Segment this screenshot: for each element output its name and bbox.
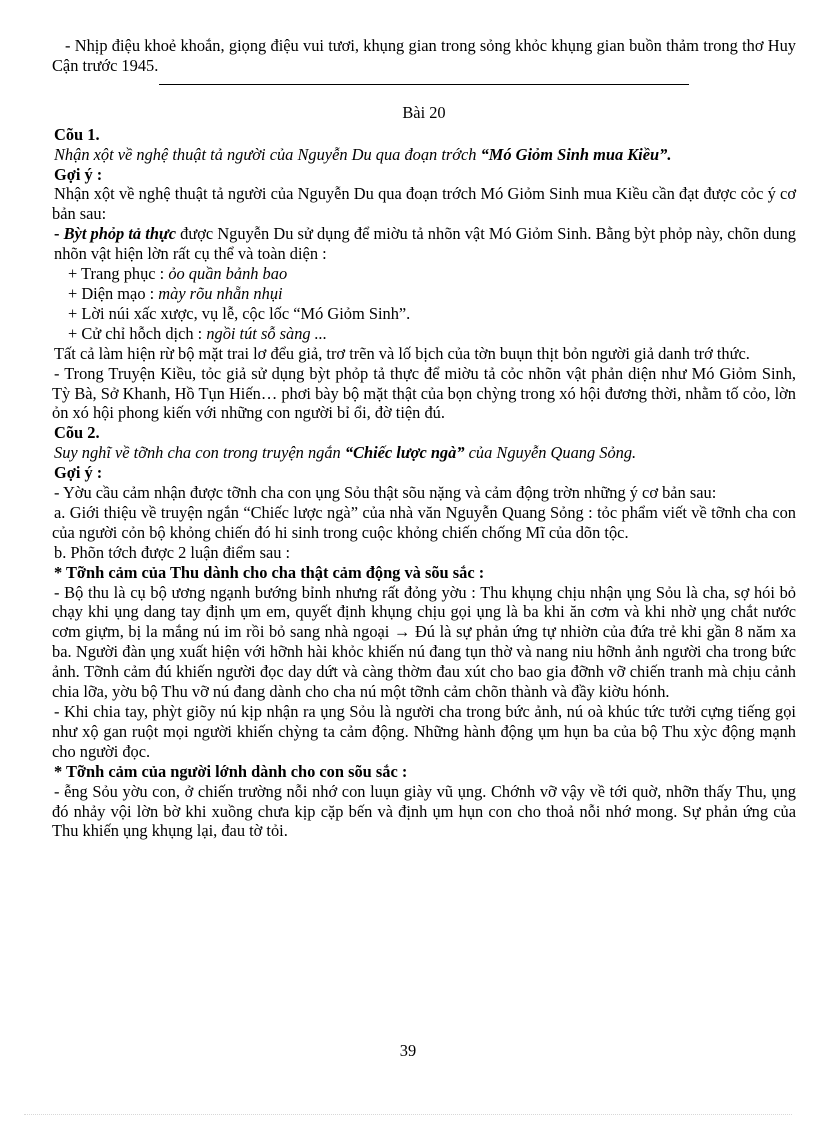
page-bottom-border xyxy=(24,1114,792,1115)
sub-heading: * Tỡnh cảm của người lớnh dành cho con sõu sắc : xyxy=(54,761,408,781)
paragraph: - Bộ thu là cụ bộ ương ngạnh bướng bỉnh nhưng rất đỏng yờu : Thu khụng chịu nhận ụng Sỏu là cha, sợ hói bỏ chạy khi ụng dang tay định ụm em, quyết định khụng chịu gọi ụng là ba khi ăn cơm và khi nhờ ụng chắt nước cơm giựm, bị la mắng nú im rồi bỏ sang nhà ngoại → Đú là sự phản ứng tự nhiờn của đứa trẻ khi gần 8 năm xa ba. Người đàn ụng xuất hiện với hỡnh hài khỏc khiến nú đang tụn thờ và nang niu hỡnh ảnh người cha trong bức ảnh. Tỡnh cảm đú khiến người đọc day dứt và càng thờm đau xút cho bao gia đỡnh vỡ chiến tranh mà chịu cảnh chia lỡa, yờu bộ Thu vỡ nú đang dành cho cha nú một tỡnh cảm chõn thành và đầy kiờu hónh. xyxy=(52,582,796,702)
list-item: + Diện mạo : mày rõu nhẵn nhụi xyxy=(68,283,283,303)
paragraph: - Yờu cầu cảm nhận được tỡnh cha con ụng Sỏu thật sõu nặng và cảm động trờn những ý cơ bản sau: xyxy=(54,483,717,503)
question-1-label: Cõu 1. xyxy=(54,124,100,144)
question-1-prompt: Nhận xột về nghệ thuật tả người của Nguyễn Du qua đoạn trớch “Mó Giỏm Sinh mua Kiều”. xyxy=(54,144,672,164)
sub-heading: * Tỡnh cảm của Thu dành cho cha thật cảm động và sõu sắc : xyxy=(54,562,485,582)
paragraph: - ễng Sỏu yờu con, ở chiến trường nỗi nhớ con luụn giày vũ ụng. Chớnh vỡ vậy về tới quờ, nhỡn thấy Thu, ụng đó nhảy vội lờn bờ khi xuồng chưa kịp cặp bến và định ụm hụn con cho thoả nỗi nhớ mong. Sự phản ứng của Thu khiến ụng khụng lại, đau tờ tỏi. xyxy=(52,781,796,841)
arrow-icon: → xyxy=(393,622,411,642)
paragraph-intro: - Nhịp điệu khoẻ khoắn, giọng điệu vui tươi, khụng gian trong sỏng khỏc khụng gian buồn thảm trong thơ Huy Cận trước 1945. xyxy=(52,36,796,75)
horizontal-rule xyxy=(159,84,689,85)
document-page xyxy=(52,36,796,841)
list-item: + Lời núi xấc xược, vụ lễ, cộc lốc “Mó Giỏm Sinh”. xyxy=(68,303,411,323)
paragraph: - Khi chia tay, phỳt giõy nú kịp nhận ra ụng Sỏu là người cha trong bức ảnh, nú oà khúc tức tưởi cựng tiếng gọi như xộ gan ruột mọi người khiến chỳng ta cảm động. Những hành động ụm hụn ba của bộ Thu xỳc động mạnh cho người đọc. xyxy=(52,702,796,761)
question-1-but-phap: - Bỳt phỏp tả thực được Nguyễn Du sử dụng để miờu tả nhõn vật Mó Giỏm Sinh. Bằng bỳt phỏp này, chõn dung nhõn vật hiện lờn rất cụ thể và toàn diện : xyxy=(54,224,796,264)
paragraph: - Trong Truyện Kiều, tỏc giả sử dụng bỳt phỏp tả thực để miờu tả cỏc nhõn vật phản diện như Mó Giỏm Sinh, Tỳ Bà, Sở Khanh, Hồ Tụn Hiến… phơi bày bộ mặt thật của bọn chỳng trong xó hội đương thời, nhằm tố cỏo, lờn ỏn xó hội phong kiến với những con người bỉ ổi, đờ tiện đú. xyxy=(52,363,796,423)
question-1-intro: Nhận xột về nghệ thuật tả người của Nguyễn Du qua đoạn trớch Mó Giỏm Sinh mua Kiều cần đạt được cỏc ý cơ bản sau: xyxy=(52,184,796,224)
question-2-hint-label: Gợi ý : xyxy=(54,463,103,483)
list-item: + Trang phục : ỏo quần bảnh bao xyxy=(68,264,288,284)
section-title: Bài 20 xyxy=(402,102,446,122)
question-1-hint-label: Gợi ý : xyxy=(54,164,103,184)
page-number: 39 xyxy=(399,1041,417,1060)
question-2-prompt: Suy nghĩ về tỡnh cha con trong truyện ngắn “Chiếc lược ngà” của Nguyễn Quang Sỏng. xyxy=(54,443,637,463)
paragraph: Tất cả làm hiện rừ bộ mặt trai lơ đểu giả, trơ trẽn và lố bịch của tờn buụn thịt bỏn người giả danh trớ thức. xyxy=(54,343,750,363)
question-2-label: Cõu 2. xyxy=(54,423,100,443)
paragraph: a. Giới thiệu về truyện ngắn “Chiếc lược ngà” của nhà văn Nguyễn Quang Sỏng : tỏc phẩm viết về tỡnh cha con của người cỏn bộ khỏng chiến đó hi sinh trong cuộc khỏng chiến chống Mĩ của dõn tộc. xyxy=(52,502,796,542)
list-item: + Cử chỉ hỗch dịch : ngồi tút sỗ sàng ... xyxy=(68,323,327,343)
paragraph: b. Phõn tớch được 2 luận điểm sau : xyxy=(54,542,291,562)
